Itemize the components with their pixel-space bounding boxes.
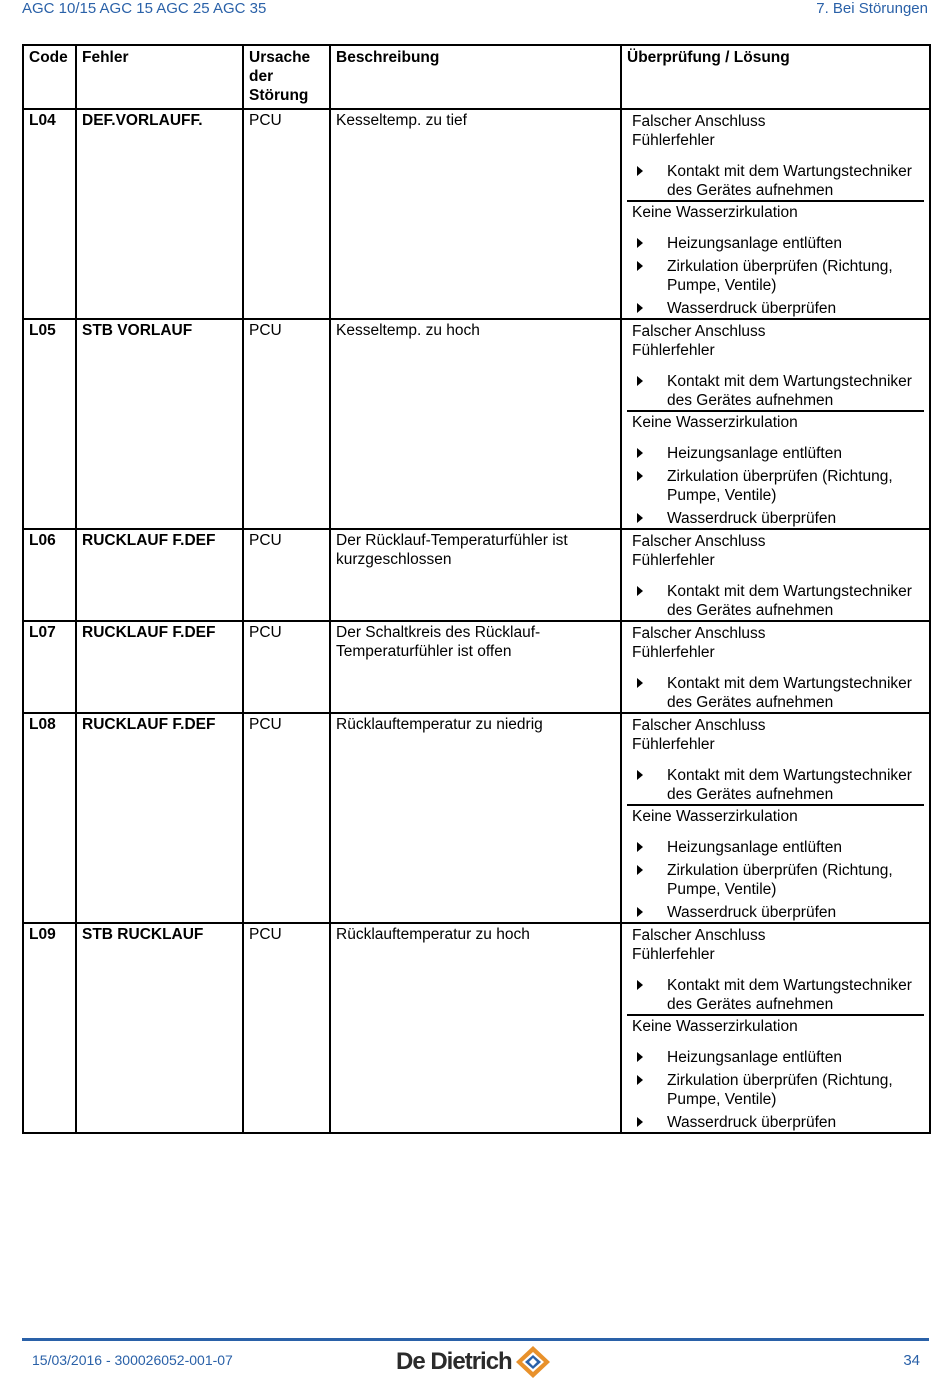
cell-beschreibung: Kesseltemp. zu hoch — [330, 319, 621, 529]
bullet-triangle-icon — [637, 586, 643, 596]
action-item — [632, 509, 919, 528]
bullet-triangle-icon — [637, 471, 643, 481]
bullet-triangle-icon — [637, 238, 643, 248]
table-row — [23, 713, 930, 923]
action-item — [632, 582, 919, 620]
bullet-triangle-icon — [637, 513, 643, 523]
action-item — [632, 234, 919, 253]
bullet-triangle-icon — [637, 770, 643, 780]
header-row — [23, 45, 930, 109]
bullet-triangle-icon — [637, 842, 643, 852]
action-item — [632, 444, 919, 463]
action-text: Wasserdruck überprüfen — [667, 1114, 837, 1131]
bullet-triangle-icon — [637, 166, 643, 176]
solution-group — [627, 412, 924, 528]
bullet-triangle-icon — [637, 1075, 643, 1085]
cell-loesung — [621, 529, 930, 621]
cell-ursache: PCU — [243, 621, 330, 713]
action-item — [632, 1048, 919, 1067]
action-text: Kontakt mit dem Wartungstechniker des Gerätes aufnehmen — [667, 583, 912, 619]
action-text: Heizungsanlage entlüften — [667, 235, 842, 252]
bullet-triangle-icon — [637, 261, 643, 271]
cell-fehler: RUCKLAUF F.DEF — [76, 529, 243, 621]
cell-beschreibung: Kesseltemp. zu tief — [330, 109, 621, 319]
solution-group — [627, 202, 924, 318]
action-text: Zirkulation überprüfen (Richtung, Pumpe, Ventile) — [667, 258, 893, 294]
cell-beschreibung: Rücklauftemperatur zu hoch — [330, 923, 621, 1133]
cell-loesung — [621, 621, 930, 713]
action-item — [632, 838, 919, 857]
cause-text: Fühlerfehler — [632, 342, 715, 359]
cell-beschreibung: Rücklauftemperatur zu niedrig — [330, 713, 621, 923]
solution-group — [627, 321, 924, 412]
de-dietrich-logo — [396, 1344, 552, 1380]
cause-text: Fühlerfehler — [632, 552, 715, 569]
chapter-header: 7. Bei Störungen — [816, 0, 928, 17]
table-row — [23, 621, 930, 713]
cause-text: Falscher Anschluss — [632, 533, 766, 550]
action-text: Kontakt mit dem Wartungstechniker des Gerätes aufnehmen — [667, 977, 912, 1013]
action-text: Kontakt mit dem Wartungstechniker des Gerätes aufnehmen — [667, 373, 912, 409]
footer-date-reference: 15/03/2016 - 300026052-001-07 — [32, 1352, 233, 1368]
column-header-ursache-label: Ursache der Störung — [249, 49, 311, 104]
action-text: Wasserdruck überprüfen — [667, 510, 837, 527]
table-row — [23, 923, 930, 1133]
action-text: Kontakt mit dem Wartungstechniker des Gerätes aufnehmen — [667, 163, 912, 199]
bullet-triangle-icon — [637, 448, 643, 458]
bullet-triangle-icon — [637, 865, 643, 875]
action-text: Wasserdruck überprüfen — [667, 904, 837, 921]
cell-fehler: RUCKLAUF F.DEF — [76, 621, 243, 713]
cause-text: Fühlerfehler — [632, 644, 715, 661]
action-item — [632, 467, 919, 505]
cause-text: Keine Wasserzirkulation — [632, 808, 798, 825]
action-item — [632, 766, 919, 804]
action-text: Kontakt mit dem Wartungstechniker des Gerätes aufnehmen — [667, 675, 912, 711]
bullet-triangle-icon — [637, 1052, 643, 1062]
column-header-ursache — [243, 45, 330, 109]
cell-ursache: PCU — [243, 319, 330, 529]
cell-ursache: PCU — [243, 713, 330, 923]
solution-group — [627, 1016, 924, 1132]
solution-group — [627, 531, 924, 620]
cause-text: Falscher Anschluss — [632, 625, 766, 642]
cause-text: Falscher Anschluss — [632, 717, 766, 734]
solution-group — [627, 715, 924, 806]
action-item — [632, 861, 919, 899]
table-row — [23, 529, 930, 621]
cause-text: Fühlerfehler — [632, 132, 715, 149]
cell-loesung — [621, 319, 930, 529]
cause-text: Falscher Anschluss — [632, 113, 766, 130]
cause-text: Falscher Anschluss — [632, 927, 766, 944]
action-text: Heizungsanlage entlüften — [667, 445, 842, 462]
bullet-triangle-icon — [637, 980, 643, 990]
action-item — [632, 299, 919, 318]
cell-code: L05 — [23, 319, 76, 529]
cell-code: L07 — [23, 621, 76, 713]
error-table — [22, 44, 931, 1134]
cell-loesung — [621, 109, 930, 319]
cause-text: Keine Wasserzirkulation — [632, 204, 798, 221]
action-item — [632, 257, 919, 295]
action-text: Heizungsanlage entlüften — [667, 1049, 842, 1066]
cell-code: L09 — [23, 923, 76, 1133]
cause-text: Falscher Anschluss — [632, 323, 766, 340]
action-item — [632, 903, 919, 922]
cause-text: Keine Wasserzirkulation — [632, 1018, 798, 1035]
action-item — [632, 674, 919, 712]
logo-diamond-icon — [514, 1344, 552, 1380]
action-item — [632, 976, 919, 1014]
page-number: 34 — [903, 1352, 920, 1369]
bullet-triangle-icon — [637, 907, 643, 917]
cell-beschreibung: Der Rücklauf-Temperaturfühler ist kurzgeschlossen — [330, 529, 621, 621]
cell-code: L08 — [23, 713, 76, 923]
solution-group — [627, 111, 924, 202]
cause-text: Fühlerfehler — [632, 736, 715, 753]
cell-ursache: PCU — [243, 109, 330, 319]
column-header-loesung: Überprüfung / Lösung — [621, 45, 930, 109]
table-header — [23, 45, 930, 109]
bullet-triangle-icon — [637, 376, 643, 386]
table-body — [23, 109, 930, 1133]
cause-text: Fühlerfehler — [632, 946, 715, 963]
action-item — [632, 1113, 919, 1132]
action-item — [632, 372, 919, 410]
action-item — [632, 1071, 919, 1109]
action-text: Heizungsanlage entlüften — [667, 839, 842, 856]
cell-fehler: DEF.VORLAUFF. — [76, 109, 243, 319]
cause-text: Keine Wasserzirkulation — [632, 414, 798, 431]
action-text: Zirkulation überprüfen (Richtung, Pumpe, Ventile) — [667, 862, 893, 898]
column-header-fehler: Fehler — [76, 45, 243, 109]
action-text: Zirkulation überprüfen (Richtung, Pumpe, Ventile) — [667, 1072, 893, 1108]
footer-divider — [22, 1338, 929, 1341]
column-header-beschreibung: Beschreibung — [330, 45, 621, 109]
cell-fehler: STB RUCKLAUF — [76, 923, 243, 1133]
bullet-triangle-icon — [637, 678, 643, 688]
cell-fehler: STB VORLAUF — [76, 319, 243, 529]
cell-ursache: PCU — [243, 923, 330, 1133]
cell-fehler: RUCKLAUF F.DEF — [76, 713, 243, 923]
cell-ursache: PCU — [243, 529, 330, 621]
document-header-title: AGC 10/15 AGC 15 AGC 25 AGC 35 — [22, 0, 267, 17]
solution-group — [627, 623, 924, 712]
bullet-triangle-icon — [637, 303, 643, 313]
bullet-triangle-icon — [637, 1117, 643, 1127]
cell-loesung — [621, 713, 930, 923]
action-text: Wasserdruck überprüfen — [667, 300, 837, 317]
table-row — [23, 109, 930, 319]
solution-group — [627, 925, 924, 1016]
cell-code: L04 — [23, 109, 76, 319]
logo-wordmark: De Dietrich — [396, 1348, 512, 1375]
action-text: Kontakt mit dem Wartungstechniker des Gerätes aufnehmen — [667, 767, 912, 803]
column-header-code: Code — [23, 45, 76, 109]
cell-loesung — [621, 923, 930, 1133]
action-item — [632, 162, 919, 200]
solution-group — [627, 806, 924, 922]
table-row — [23, 319, 930, 529]
cell-code: L06 — [23, 529, 76, 621]
cell-beschreibung: Der Schaltkreis des Rücklauf-Temperaturfühler ist offen — [330, 621, 621, 713]
action-text: Zirkulation überprüfen (Richtung, Pumpe, Ventile) — [667, 468, 893, 504]
